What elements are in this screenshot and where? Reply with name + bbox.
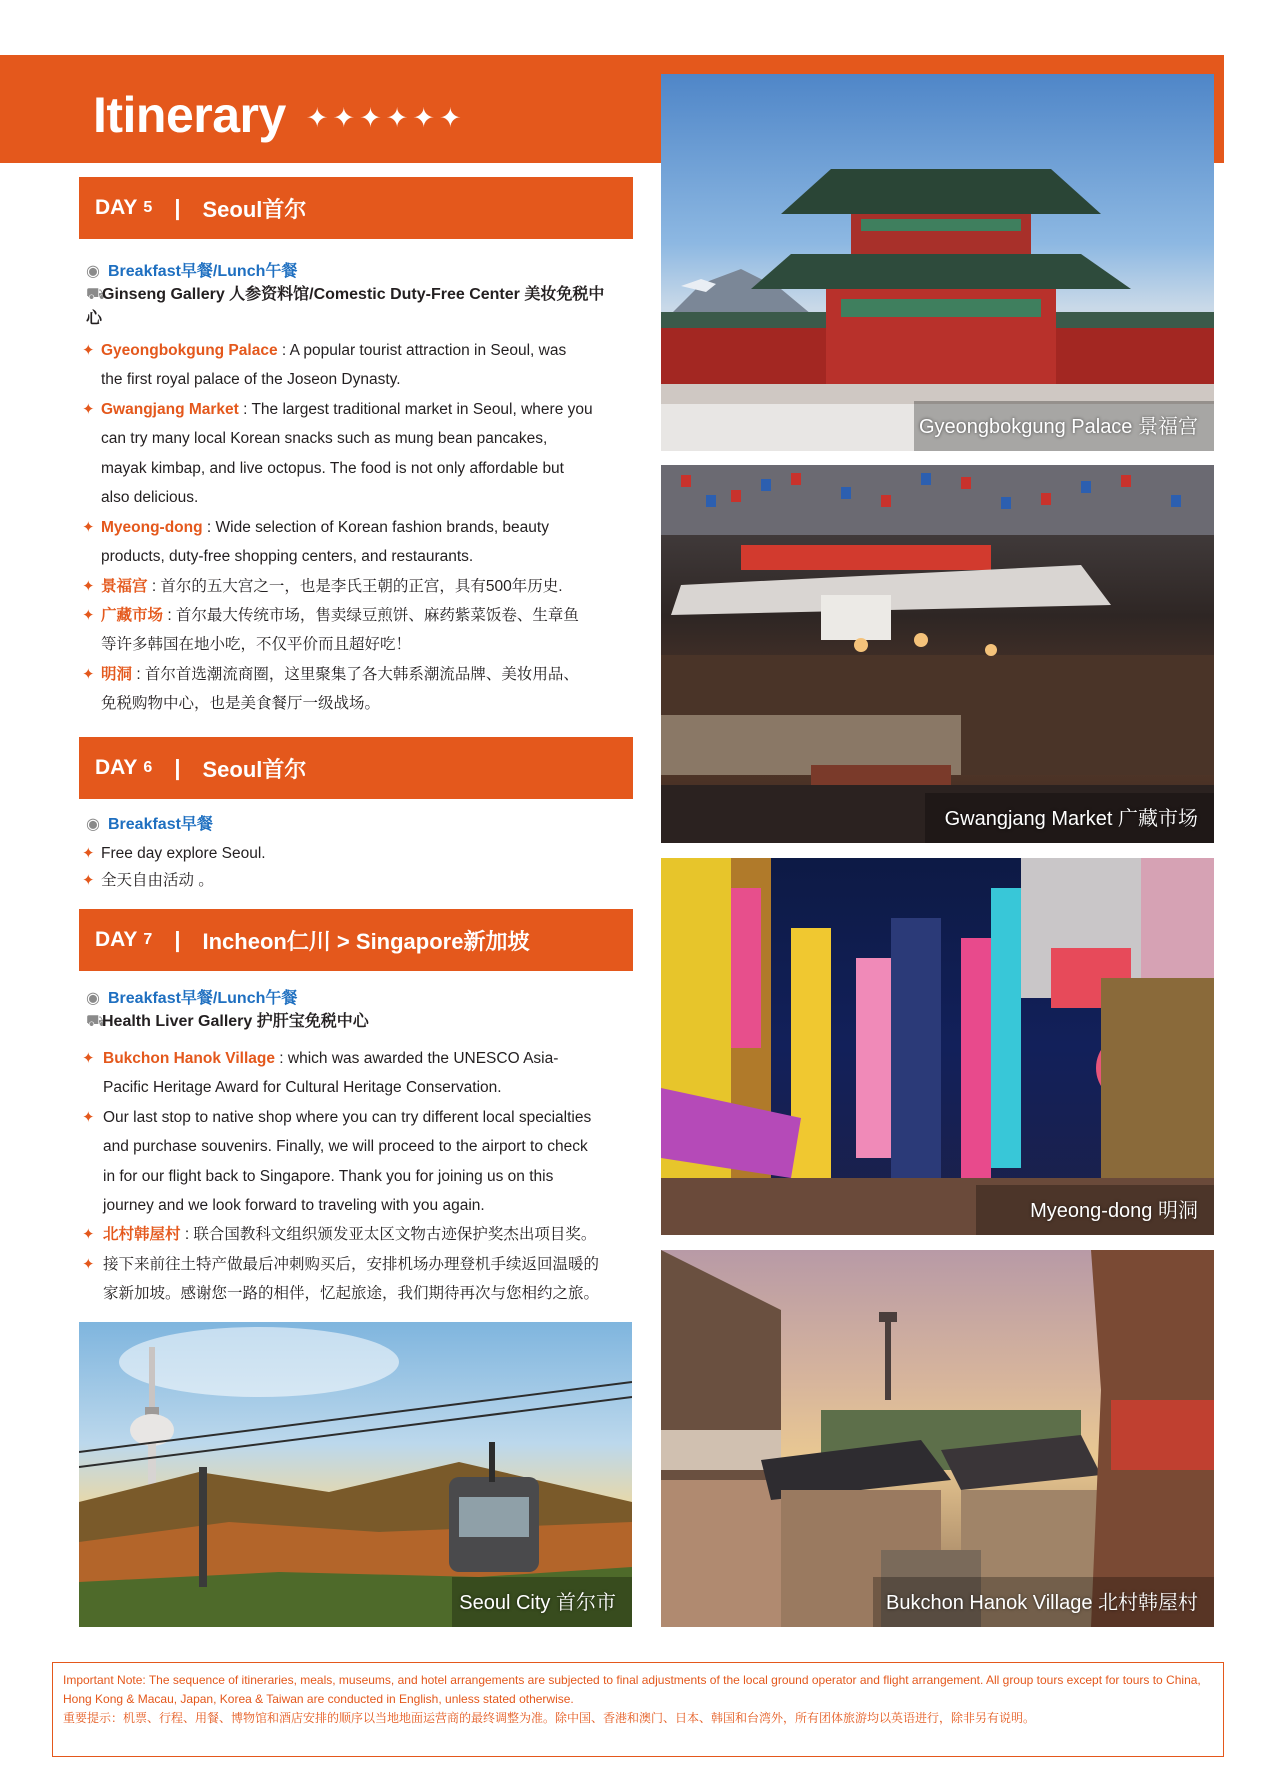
- bullet-icon: ✦: [82, 1256, 95, 1273]
- important-note-chinese: 重要提示：机票、行程、用餐、博物馆和酒店安排的顺序以当地地面运营商的最终调整为准。除中国、香港和澳门、日本、韩国和台湾外，所有团体旅游均以英语进行，除非另有说明。: [63, 1711, 1036, 1725]
- photo-caption: Myeong-dong 明洞: [1030, 1200, 1198, 1222]
- photo-caption: Gyeongbokgung Palace 景福宫: [918, 416, 1198, 438]
- day-5-item: Gyeongbokgung Palace : A popular tourist attraction in Seoul, was the first royal palace of the Joseon Dynasty.: [101, 342, 567, 389]
- day-5-shopping: ⛟Ginseng Gallery 人参资料馆/Comestic Duty-Free Center 美妆免税中心: [86, 283, 606, 331]
- photo-caption: Gwangjang Market 广藏市场: [944, 808, 1198, 830]
- day-7-item: Bukchon Hanok Village : which was awarded the UNESCO Asia- Pacific Heritage Award for Cultural Heritage Conservation.: [103, 1050, 559, 1097]
- bullet-icon: ✦: [82, 607, 95, 624]
- bullet-icon: ✦: [82, 1226, 95, 1243]
- bullet-icon: ✦: [82, 1050, 95, 1067]
- day-5-item: 明洞 : 首尔首选潮流商圈，这里聚集了各大韩系潮流品牌、美妆用品、 免税购物中心，也是美食餐厅一级战场。: [101, 666, 579, 713]
- shopping-cart-icon: ⛟: [86, 1013, 107, 1030]
- plate-icon: ◉: [86, 990, 100, 1007]
- photo-seoul-city: [79, 1322, 632, 1627]
- day-5-item: Myeong-dong : Wide selection of Korean fashion brands, beauty products, duty-free shopping centers, and restaurants.: [101, 519, 549, 566]
- photo-myeongdong: [661, 858, 1214, 1235]
- photo-caption: Bukchon Hanok Village 北村韩屋村: [886, 1592, 1198, 1614]
- day-7-meals: ◉ Breakfast早餐/Lunch午餐: [86, 990, 298, 1007]
- photo-bukchon-hanok-village: [661, 1250, 1214, 1627]
- plate-icon: ◉: [86, 816, 100, 833]
- photo-gyeongbokgung: [661, 74, 1214, 451]
- shopping-cart-icon: ⛟: [86, 286, 107, 303]
- day-5-item: 广藏市场 : 首尔最大传统市场，售卖绿豆煎饼、麻药紫菜饭卷、生章鱼 等许多韩国在地小吃，不仅平价而且超好吃！: [101, 607, 579, 654]
- day-5-item: 景福宫 : 首尔的五大宫之一，也是李氏王朝的正宫，具有500年历史.: [101, 578, 563, 595]
- bullet-icon: ✦: [82, 519, 95, 536]
- day-7-item: 北村韩屋村 : 联合国教科文组织颁发亚太区文物古迹保护奖杰出项目奖。: [103, 1226, 597, 1243]
- day-5-meals: ◉ Breakfast早餐/Lunch午餐: [86, 263, 298, 280]
- day-6-header: DAY 6 | Seoul首尔: [79, 737, 633, 799]
- plate-icon: ◉: [86, 263, 100, 280]
- page-title: Itinerary ✦✦✦✦✦✦: [93, 87, 466, 143]
- day-7-item: Our last stop to native shop where you can try different local specialties and purchase souvenirs. Finally, we will proceed to the airport to check in for our flight back to Singapore. Thank you for joining us on this journey and we look forward to traveling with you again.: [103, 1109, 592, 1214]
- day-7-header: DAY 7 | Incheon仁川 > Singapore新加坡: [79, 909, 633, 971]
- bullet-icon: ✦: [82, 872, 95, 889]
- important-note-english: Important Note: The sequence of itineraries, meals, museums, and hotel arrangements are subjected to final adjustments of the local ground operator and flight arrangement. All group tours except for tours to China, Hong Kong & Macau, Japan, Korea & Taiwan are conducted in English, unless stated otherwise.: [63, 1673, 1201, 1706]
- bullet-icon: ✦: [82, 1109, 95, 1126]
- day-6-item: Free day explore Seoul.: [101, 845, 266, 862]
- day-7-shopping: ⛟Health Liver Gallery 护肝宝免税中心: [86, 1010, 606, 1034]
- day-6-item: 全天自由活动 。: [101, 872, 214, 889]
- important-note: [52, 1662, 1224, 1757]
- day-5-item: Gwangjang Market : The largest traditional market in Seoul, where you can try many local Korean snacks such as mung bean pancakes, mayak kimbap, and live octopus. The food is not only affordable but also delicious.: [101, 401, 593, 506]
- photo-caption: Seoul City 首尔市: [459, 1592, 616, 1614]
- day-7-item: 接下来前往土特产做最后冲刺购买后，安排机场办理登机手续返回温暖的 家新加坡。感谢您一路的相伴，忆起旅途，我们期待再次与您相约之旅。: [103, 1256, 600, 1303]
- bullet-icon: ✦: [82, 578, 95, 595]
- day-6-meals: ◉ Breakfast早餐: [86, 816, 213, 833]
- bullet-icon: ✦: [82, 342, 95, 359]
- bullet-icon: ✦: [82, 401, 95, 418]
- bullet-icon: ✦: [82, 666, 95, 683]
- bullet-icon: ✦: [82, 845, 95, 862]
- decorative-stars: ✦✦✦✦✦✦: [305, 103, 466, 134]
- day-5-header: DAY 5 | Seoul首尔: [79, 177, 633, 239]
- photo-gwangjang-market: [661, 465, 1214, 843]
